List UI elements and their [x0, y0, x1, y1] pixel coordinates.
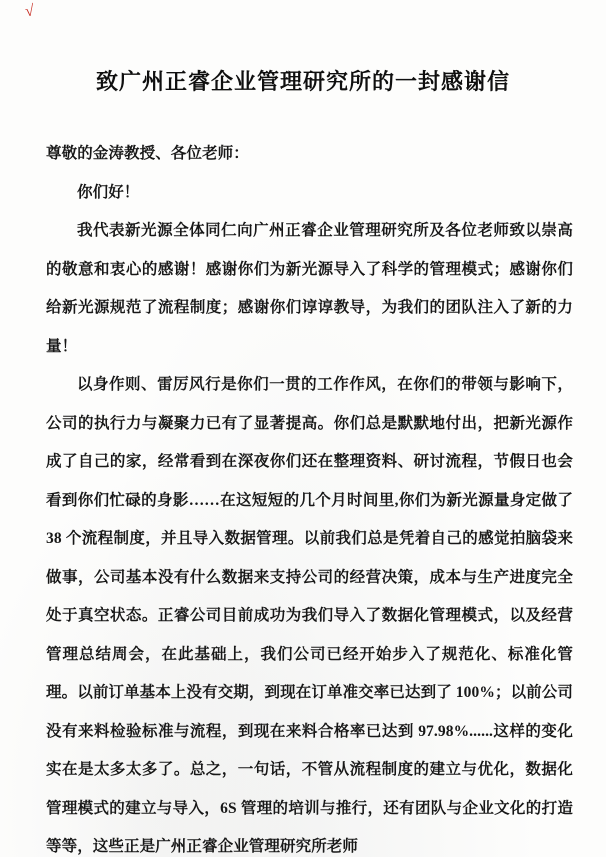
letter-body: [0, 135, 606, 857]
letter-paragraph: 我代表新光源全体同仁向广州正睿企业管理研究所及各位老师致以崇高的敬意和衷心的感谢！感谢你们为新光源导入了科学的管理模式；感谢你们给新光源规范了流程制度；感谢你们谆谆教导，为我们的团队注入了新的力量！: [46, 222, 573, 355]
letter-paragraph: 以身作则、雷厉风行是你们一贯的工作作风，在你们的带领与影响下，公司的执行力与凝聚力已有了显著提高。你们总是默默地付出，把新光源作成了自己的家，经常看到在深夜你们还在整理资料、研讨流程，节假日也会看到你们忙碌的身影……在这短短的几个月时间里,你们为新光源量身定做了 38 个流程制度，并且导入数据管理。以前我们总是凭着自己的感觉拍脑袋来做事，公司基本没有什么数据来支持公司的经营决策，成本与生产进度完全处于真空状态。正睿公司目前成功为我们导入了数据化管理模式，以及经营管理总结周会，在此基础上，我们公司已经开始步入了规范化、标准化管理。以前订单基本上没有交期，到现在订单准交率已达到了 100%；以前公司没有来料检验标准与流程，到现在来料合格率已达到 97.98%......这样的变化实在是太多太多了。总之，一句话，不管从流程制度的建立与优化，数据化管理模式的建立与导入，6S 管理的培训与推行，还有团队与企业文化的打造等等，这些正是广州正睿企业管理研究所老师: [46, 376, 573, 855]
letter-greeting: 你们好！: [77, 183, 140, 201]
letter-title: 致广州正睿企业管理研究所的一封感谢信: [95, 69, 510, 94]
red-pen-mark-icon: √: [24, 2, 35, 21]
letter-salutation: 尊敬的金涛教授、各位老师：: [46, 145, 249, 162]
